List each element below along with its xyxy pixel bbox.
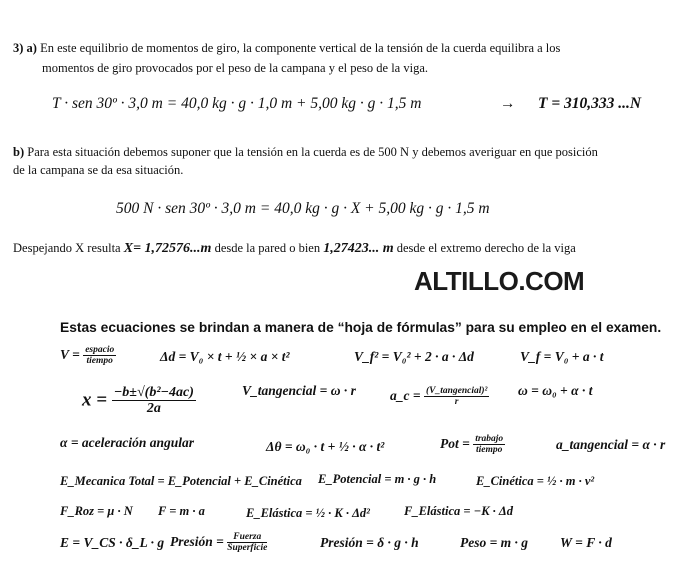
formula-hydrostatic-pressure: Presión = δ · g · h <box>320 535 419 550</box>
formula-weight: Peso = m · g <box>460 535 529 550</box>
formula-friction: F_Roz = μ · N <box>60 504 133 518</box>
x-value-pared: X= 1,72576...m <box>123 241 212 256</box>
formula-elastic-energy: E_Elástica = ½ · K · Δd² <box>246 506 370 520</box>
formula-pressure: Presión = $\frac{\text{Fuerza}}{\text{Superficie}}$ <box>170 532 268 554</box>
part-b-label: b) <box>13 145 25 159</box>
altillo-logo: ALTILLO.COM <box>414 266 585 296</box>
part-a-line1 <box>13 38 560 58</box>
x-value-extremo: 1,27423... m <box>323 241 394 256</box>
formula-distance: Δd = V₀ × t + ½ × a × t² <box>160 349 290 364</box>
formula-vf: V_f = V₀ + a · t <box>520 349 604 364</box>
arrow-icon: → <box>500 95 516 112</box>
part-b-line1 <box>13 142 598 162</box>
mid-text: desde la pared o bien <box>214 241 321 255</box>
formula-power: Pot = $\frac{\text{trabajo}}{\text{tiempo}}$ <box>440 434 504 456</box>
formula-vf-squared: V_f² = V₀² + 2 · a · Δd <box>354 349 474 364</box>
part-a-text-1: En este equilibrio de momentos de giro, la componente vertical de la tensión de la cuerda equilibra a los <box>40 41 561 55</box>
formula-kinetic-energy: E_Cinética = ½ · m · v² <box>476 474 595 488</box>
part-b-text-2: de la campana se da esa situación. <box>13 163 184 177</box>
part-a-equation: T · sen 30º · 3,0 m = 40,0 kg · g · 1,0 m + 5,00 kg · g · 1,5 m <box>52 95 422 112</box>
formula-work: W = F · d <box>560 535 612 550</box>
despejando-text: Despejando X resulta <box>13 241 121 255</box>
formula-omega: ω = ω₀ + α · t <box>518 383 593 398</box>
formula-newton: F = m · a <box>158 504 205 518</box>
formula-delta-theta: Δθ = ω₀ · t + ½ · α · t² <box>266 439 385 454</box>
despejando-line <box>13 238 576 259</box>
end-text: desde el extremo derecho de la viga <box>396 241 576 255</box>
formula-centripetal: a_c = $\frac{\text{(V\_tangencial)²}}{r}$ <box>390 386 488 408</box>
formula-alpha: α = aceleración angular <box>60 435 195 450</box>
formula-buoyancy: E = V_CS · δ_L · g <box>60 535 165 550</box>
formula-elastic-force: F_Elástica = −K · Δd <box>404 504 514 518</box>
part-a-text-2: momentos de giro provocados por el peso de la campana y el peso de la viga. <box>42 61 428 75</box>
part-a-result: T = 310,333 ...N <box>538 95 642 112</box>
formula-mechanical-energy: E_Mecanica Total = E_Potencial + E_Cinética <box>60 474 302 488</box>
formula-quadratic: x = $\frac{\text{−b±√(b²−4ac)}}{2a}$ <box>82 385 194 417</box>
formula-velocity: V = $\frac{\text{espacio}}{\text{tiempo}}$ <box>60 345 115 367</box>
formula-v-tangential: V_tangencial = ω · r <box>242 383 356 398</box>
part-a-label: 3) a) <box>13 41 37 55</box>
formula-potential-energy: E_Potencial = m · g · h <box>318 472 437 486</box>
part-b-equation: 500 N · sen 30º · 3,0 m = 40,0 kg · g · X + 5,00 kg · g · 1,5 m <box>116 200 490 217</box>
formula-sheet-title: Estas ecuaciones se brindan a manera de “hoja de fórmulas” para su empleo en el examen. <box>60 320 662 335</box>
part-b-text-1: Para esta situación debemos suponer que la tensión en la cuerda es de 500 N y debemos averiguar en que posición <box>27 145 598 159</box>
formula-a-tangential: a_tangencial = α · r <box>556 437 666 452</box>
